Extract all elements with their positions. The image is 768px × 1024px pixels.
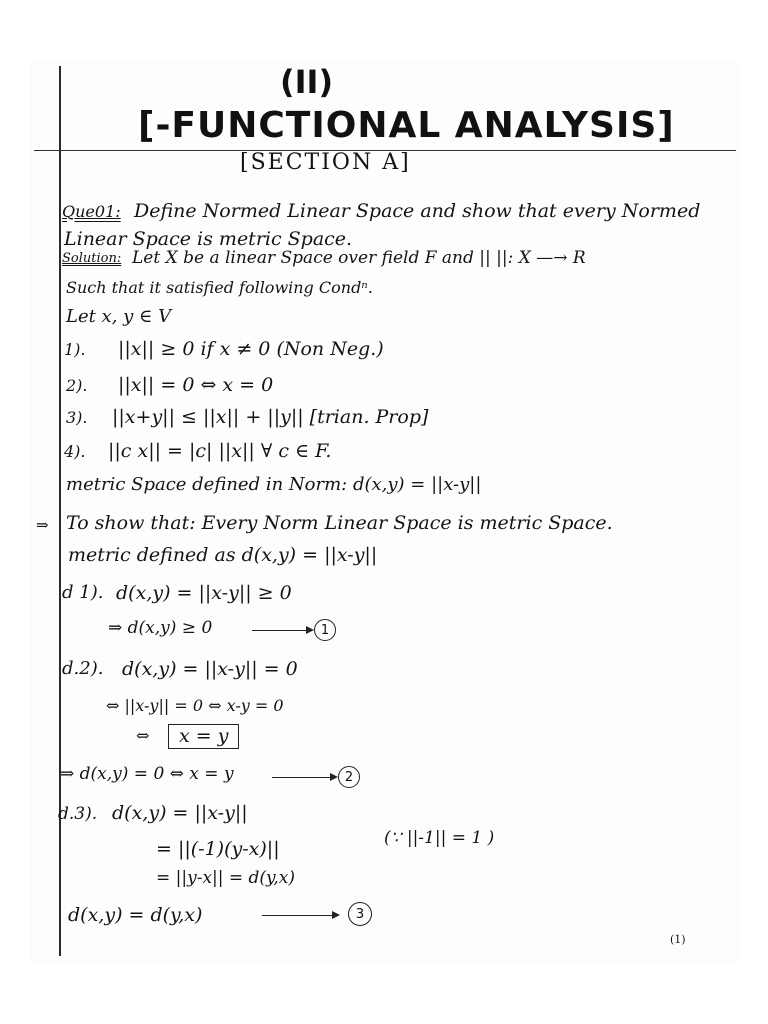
section-label: [SECTION A]: [240, 150, 411, 175]
question-label: Que01:: [62, 202, 121, 221]
let-statement: Let x, y ∈ V: [66, 306, 172, 327]
page-title: [-FUNCTIONAL ANALYSIS]: [138, 105, 675, 146]
d1-line1: d(x,y) = ||x-y|| ≥ 0: [116, 582, 292, 604]
condition-4-expression: ||c x|| = |c| ||x|| ∀ c ∈ F.: [108, 440, 332, 462]
condition-1-number: 1).: [64, 340, 86, 359]
d3-final: d(x,y) = d(y,x): [68, 904, 203, 926]
equation-ref-1: 1: [314, 619, 336, 641]
condition-3-number: 3).: [66, 408, 88, 427]
condition-2-expression: ||x|| = 0 ⇔ x = 0: [118, 374, 274, 396]
d2-line4: ⇒ d(x,y) = 0 ⇔ x = y: [60, 764, 234, 784]
solution-label: Solution:: [62, 251, 122, 266]
d3-line3: = ||y-x|| = d(y,x): [156, 868, 296, 888]
d3-line2: = ||(-1)(y-x)||: [156, 838, 280, 860]
condition-3-expression: ||x+y|| ≤ ||x|| + ||y|| [trian. Prop]: [112, 406, 429, 428]
condition-4-number: 4).: [64, 442, 86, 461]
page-number: (1): [670, 933, 686, 946]
arrow-icon: [262, 915, 338, 916]
arrow-icon: [252, 630, 312, 631]
solution-line1: Let X be a linear Space over field F and || ||: X —→ R: [132, 248, 586, 268]
d1-label: d 1).: [62, 582, 104, 603]
condition-2-number: 2).: [66, 376, 88, 395]
d1-line2: ⇒ d(x,y) ≥ 0: [108, 618, 213, 638]
d2-label: d.2).: [62, 658, 104, 679]
question-text-line2: Linear Space is metric Space.: [64, 228, 353, 250]
metric-definition: metric Space defined in Norm: d(x,y) = ||x-y||: [66, 474, 482, 495]
to-show-line2: metric defined as d(x,y) = ||x-y||: [68, 544, 378, 566]
equation-ref-3: 3: [348, 902, 372, 926]
condition-1-expression: ||x|| ≥ 0 if x ≠ 0 (Non Neg.): [118, 338, 384, 360]
equation-ref-2: 2: [338, 766, 360, 788]
boxed-result: x = y: [168, 724, 239, 749]
d3-label: d.3).: [58, 804, 98, 824]
to-show-line1: To show that: Every Norm Linear Space is metric Space.: [66, 512, 613, 534]
solution-line2: Such that it satisfied following Condⁿ.: [66, 278, 373, 297]
d3-line1: d(x,y) = ||x-y||: [112, 802, 248, 824]
d3-side-note: (∵ ||-1|| = 1 ): [384, 828, 495, 848]
implies-symbol: ⇒: [36, 516, 49, 534]
d2-line1: d(x,y) = ||x-y|| = 0: [122, 658, 298, 680]
question-text-line1: Define Normed Linear Space and show that every Normed: [134, 200, 701, 222]
d2-line3-prefix: ⇔: [136, 726, 150, 745]
d2-line2: ⇔ ||x-y|| = 0 ⇔ x-y = 0: [106, 696, 284, 715]
unit-number: (II): [280, 63, 334, 101]
arrow-icon: [272, 777, 336, 778]
